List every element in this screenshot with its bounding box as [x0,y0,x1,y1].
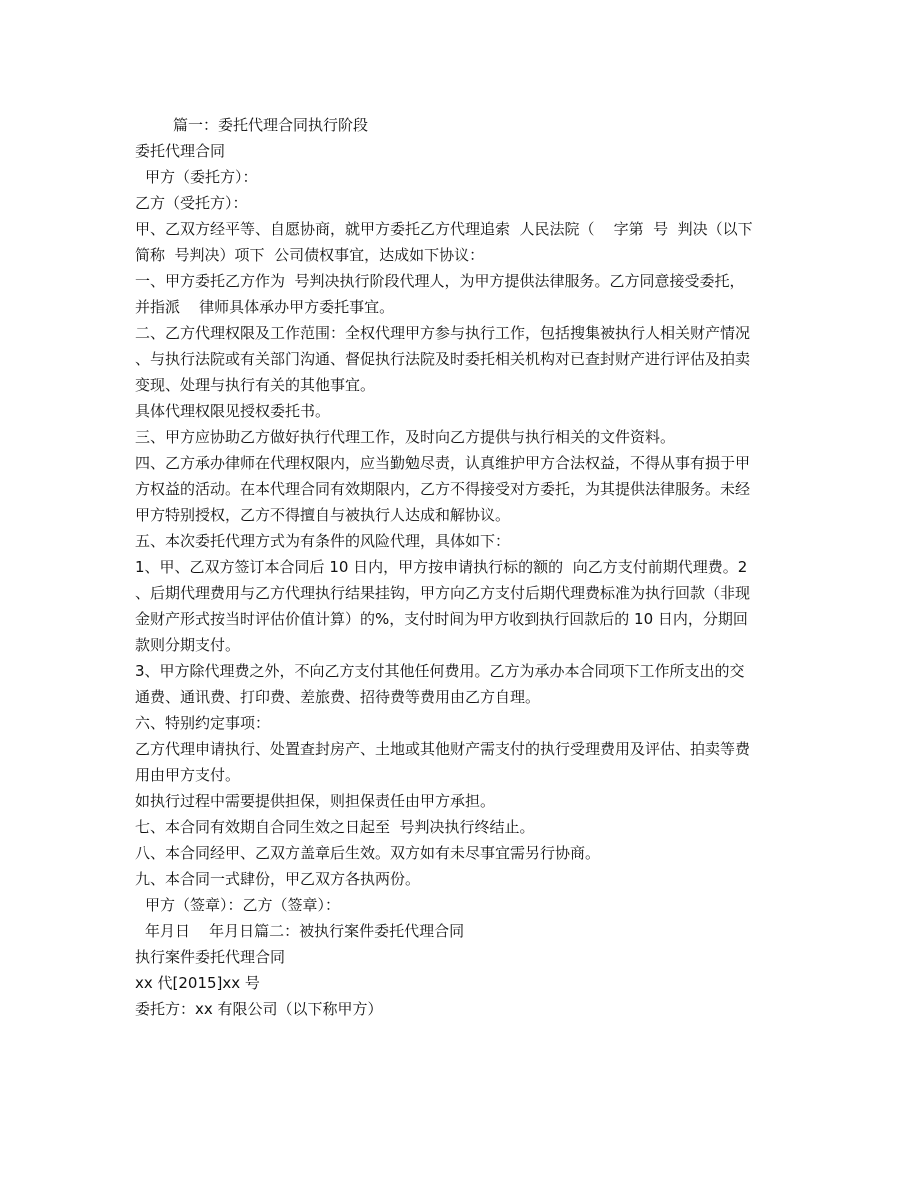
clause-2-line: 、与执行法院或有关部门沟通、督促执行法院及时委托相关机构对已查封财产进行评估及拍卖 [135,350,751,368]
clause-7-line: 七、本合同有效期自合同生效之日起至 号判决执行终结止。 [135,818,535,836]
clause-5-line: 五、本次委托代理方式为有条件的风险代理，具体如下： [135,532,511,550]
clause-5-line: 、后期代理费用与乙方代理执行结果挂钩，甲方向乙方支付后期代理费标准为执行回款（非现 [135,584,751,602]
clause-5-line: 金财产形式按当时评估价值计算）的%，支付时间为甲方收到执行回款后的 10 日内，分期回 [135,610,748,628]
clause-3-line: 三、甲方应协助乙方做好执行代理工作，及时向乙方提供与执行相关的文件资料。 [135,428,676,446]
contract-number: xx 代[2015]xx 号 [135,974,260,992]
clause-1-line: 一、甲方委托乙方作为 号判决执行阶段代理人，为甲方提供法律服务。乙方同意接受委托， [135,272,745,290]
clause-5-line: 款则分期支付。 [135,636,241,654]
clause-6-line: 六、特别约定事项： [135,714,271,732]
clause-4-line: 方权益的活动。在本代理合同有效期限内，乙方不得接受对方委托，为其提供法律服务。未经 [135,480,751,498]
document-title: 委托代理合同 [135,142,226,160]
clause-8-line: 八、本合同经甲、乙双方盖章后生效。双方如有未尽事宜需另行协商。 [135,844,601,862]
signature-line: 甲方（签章）：乙方（签章）： [145,896,341,914]
clause-6-line: 如执行过程中需要提供担保，则担保责任由甲方承担。 [135,792,496,810]
paragraph-line: 甲、乙双方经平等、自愿协商，就甲方委托乙方代理追索 人民法院（ 字第 号 判决（以下 [135,220,753,238]
clause-6-line: 用由甲方支付。 [135,766,241,784]
clause-4-line: 甲方特别授权，乙方不得擅自与被执行人达成和解协议。 [135,506,511,524]
party-b-label: 乙方（受托方）： [135,194,248,212]
date-line: 年月日 年月日篇二：被执行案件委托代理合同 [145,922,465,940]
clause-5-line: 通费、通讯费、打印费、差旅费、招待费等费用由乙方自理。 [135,688,541,706]
clause-9-line: 九、本合同一式肆份，甲乙双方各执两份。 [135,870,421,888]
clause-5-line: 1、甲、乙双方签订本合同后 10 日内，甲方按申请执行标的额的 向乙方支付前期代理费。2 [135,558,748,576]
clause-1-line: 并指派 律师具体承办甲方委托事宜。 [135,298,395,316]
paragraph-line: 简称 号判决）项下 公司债权事宜，达成如下协议： [135,246,485,264]
section-heading: 篇一：委托代理合同执行阶段 [173,116,369,134]
clause-2-line: 变现、处理与执行有关的其他事宜。 [135,376,376,394]
party-a-label: 甲方（委托方）： [145,168,258,186]
clause-2-line: 二、乙方代理权限及工作范围：全权代理甲方参与执行工作，包括搜集被执行人相关财产情况 [135,324,751,342]
second-document-title: 执行案件委托代理合同 [135,948,286,966]
clause-4-line: 四、乙方承办律师在代理权限内，应当勤勉尽责，认真维护甲方合法权益，不得从事有损于甲 [135,454,751,472]
paragraph-line: 具体代理权限见授权委托书。 [135,402,331,420]
principal-line: 委托方：xx 有限公司（以下称甲方） [135,1000,383,1018]
clause-6-line: 乙方代理申请执行、处置查封房产、土地或其他财产需支付的执行受理费用及评估、拍卖等费 [135,740,751,758]
document-body [135,112,787,1022]
clause-5-line: 3、甲方除代理费之外，不向乙方支付其他任何费用。乙方为承办本合同项下工作所支出的交 [135,662,745,680]
